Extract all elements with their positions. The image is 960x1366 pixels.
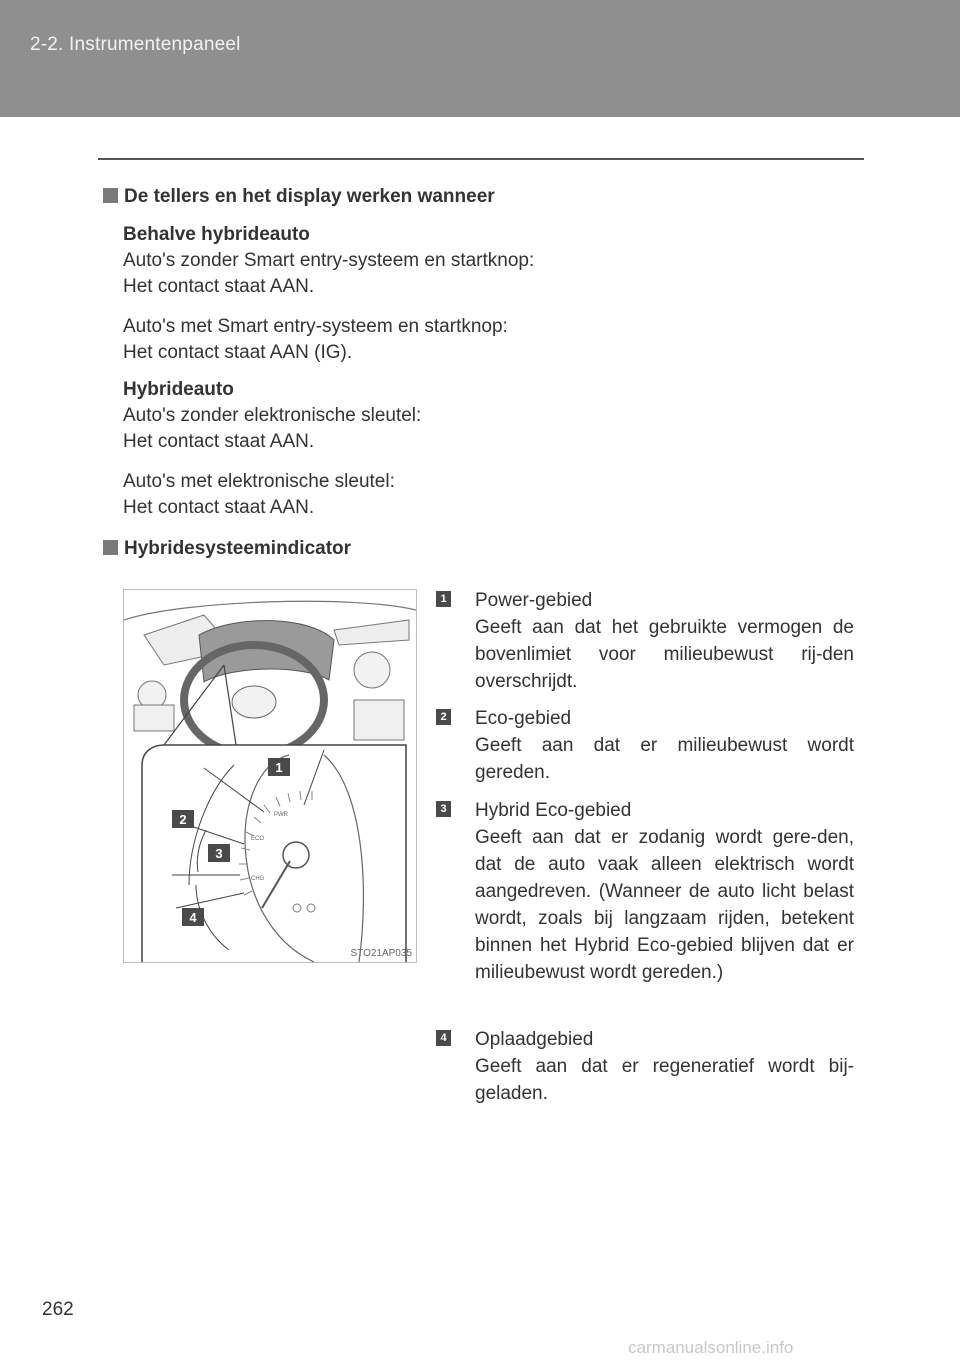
item-number-badge: 1: [436, 591, 451, 607]
item-number-badge: 4: [436, 1030, 451, 1046]
callout-3: 3: [215, 846, 223, 861]
subheading: Hybrideauto: [123, 379, 234, 400]
heading-text: De tellers en het display werken wanneer: [124, 186, 495, 207]
item-title: Power-gebied: [475, 590, 593, 611]
list-item-3: [436, 797, 854, 986]
paragraph-group-2: [123, 314, 508, 366]
text-line: Het contact staat AAN.: [123, 276, 315, 297]
dashboard-drawing: [124, 590, 416, 962]
list-item-4: [436, 1026, 854, 1107]
text-line: Het contact staat AAN.: [123, 497, 315, 518]
item-description: Geeft aan dat het gebruikte vermogen de bovenlimiet voor milieubewust rij-den overschrijdt.: [475, 617, 854, 692]
paragraph-group-4: [123, 469, 395, 521]
text-line: Auto's zonder elektronische sleutel:: [123, 405, 422, 426]
text-line: Auto's zonder Smart entry-systeem en startknop:: [123, 250, 535, 271]
page-number: 262: [42, 1299, 74, 1320]
section-title: 2-2. Instrumentenpaneel: [30, 34, 241, 55]
list-item-2: [436, 705, 854, 786]
callout-2: 2: [179, 812, 187, 827]
gauge-label-pwr: PWR: [274, 812, 288, 818]
item-number-badge: 2: [436, 709, 451, 725]
heading-hybrid-indicator: [103, 538, 351, 560]
text-line: Het contact staat AAN.: [123, 431, 315, 452]
page-header: [0, 0, 960, 117]
callout-1: 1: [275, 760, 283, 775]
item-description: Geeft aan dat er zodanig wordt gere-den, dat de auto vaak alleen elektrisch wordt aangedreven. (Wanneer de auto licht belast wordt, zoals bij langzaam rijden, betekent binnen het Hybrid Eco-gebied blijven dat er milieubewust wordt gereden.): [475, 827, 854, 983]
item-description: Geeft aan dat er regeneratief wordt bij-geladen.: [475, 1056, 854, 1104]
gauge-label-eco: ECO: [251, 836, 265, 842]
watermark: carmanualsonline.info: [628, 1338, 794, 1357]
heading-meters: [103, 186, 495, 208]
text-line: Auto's met Smart entry-systeem en startknop:: [123, 316, 508, 337]
text-line: Het contact staat AAN (IG).: [123, 342, 353, 363]
paragraph-group-3: [123, 377, 421, 455]
gauge-label-chg: CHG: [251, 876, 265, 882]
item-title: Hybrid Eco-gebied: [475, 800, 632, 821]
heading-text: Hybridesysteemindicator: [124, 538, 352, 559]
callout-4: 4: [189, 910, 197, 925]
dashboard-illustration: [123, 589, 417, 963]
item-title: Oplaadgebied: [475, 1029, 594, 1050]
figure-code: STO21AP035: [350, 948, 412, 959]
text-line: Auto's met elektronische sleutel:: [123, 471, 395, 492]
item-number-badge: 3: [436, 801, 451, 817]
subheading: Behalve hybrideauto: [123, 224, 310, 245]
divider-rule: [98, 158, 864, 160]
paragraph-group-1: [123, 222, 534, 300]
item-title: Eco-gebied: [475, 708, 572, 729]
square-bullet-icon: [103, 188, 118, 203]
item-description: Geeft aan dat er milieubewust wordt gereden.: [475, 735, 854, 783]
square-bullet-icon: [103, 540, 118, 555]
list-item-1: [436, 587, 854, 695]
